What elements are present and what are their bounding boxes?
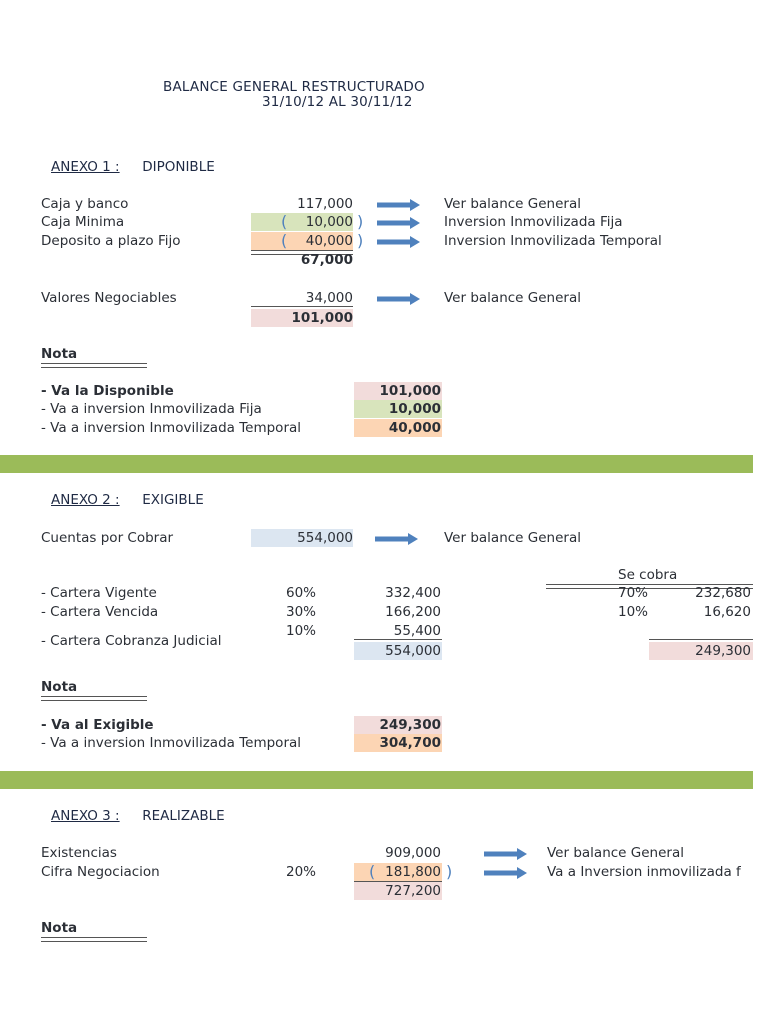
section-divider-band [0,455,753,473]
anexo1-row2-value: 10,000 [305,214,353,230]
anexo1-label: ANEXO 1 : [51,159,120,175]
anexo1-note2-label: - Va a inversion Inmovilizada Fija [41,401,262,417]
paren-open-icon: ( [281,231,288,250]
anexo1-row3-ref: Inversion Inmovilizada Temporal [444,233,662,249]
anexo1-header [51,158,215,176]
anexo2-cartera2-cobra-value: 16,620 [703,604,751,620]
arrow-right-icon [377,217,421,229]
anexo1-row2-label: Caja Minima [41,214,125,230]
anexo3-row2-label: Cifra Negociacion [41,864,160,880]
anexo2-cartera-total: 554,000 [385,643,441,659]
anexo3-row2-pct: 20% [286,864,317,880]
anexo3-row1-ref: Ver balance General [547,845,684,861]
anexo2-se-cobra-heading: Se cobra [618,567,678,583]
anexo1-note3-value: 40,000 [388,420,441,436]
anexo1-valores-ref: Ver balance General [444,290,581,306]
anexo2-note2-value: 304,700 [379,735,441,751]
anexo1-note1-label: - Va la Disponible [41,383,174,399]
arrow-right-icon [484,867,528,879]
anexo2-note1-label: - Va al Exigible [41,717,154,733]
anexo1-row3-value: 40,000 [305,233,353,249]
anexo1-valores-value: 34,000 [305,290,353,306]
anexo3-label: ANEXO 3 : [51,808,120,824]
arrow-right-icon [377,199,421,211]
double-underline [41,937,147,942]
anexo2-cartera1-value: 332,400 [385,585,441,601]
anexo1-subtotal: 67,000 [300,252,353,268]
paren-close-icon: ) [446,862,453,881]
anexo1-row3-label: Deposito a plazo Fijo [41,233,181,249]
anexo1-name: DIPONIBLE [142,159,215,175]
anexo2-header [51,491,204,509]
anexo2-cartera2-cobra-pct: 10% [618,604,649,620]
anexo2-label: ANEXO 2 : [51,492,120,508]
paren-open-icon: ( [369,862,376,881]
anexo3-nota-heading: Nota [41,920,78,936]
double-underline [41,696,147,701]
anexo2-cartera1-cobra-pct: 70% [618,585,649,601]
anexo2-cartera2-value: 166,200 [385,604,441,620]
anexo1-total: 101,000 [291,310,353,326]
anexo2-cartera2-pct: 30% [286,604,317,620]
anexo1-row1-value: 117,000 [297,196,353,212]
page-title: BALANCE GENERAL RESTRUCTURADO [163,79,425,95]
anexo2-note2-label: - Va a inversion Inmovilizada Temporal [41,735,302,751]
anexo1-note1-value: 101,000 [379,383,441,399]
anexo3-row2-ref: Va a Inversion inmovilizada f [547,864,741,880]
anexo2-nota-heading: Nota [41,679,78,695]
paren-close-icon: ) [357,212,364,231]
anexo3-row2-value: 181,800 [385,864,441,880]
paren-open-icon: ( [281,212,288,231]
anexo3-name: REALIZABLE [142,808,225,824]
anexo1-nota-heading: Nota [41,346,78,362]
arrow-right-icon [484,848,528,860]
anexo3-total: 727,200 [385,883,441,899]
anexo2-cartera2-label: - Cartera Vencida [41,604,159,620]
double-underline [41,363,147,368]
anexo2-note1-value: 249,300 [379,717,441,733]
anexo2-cobra-total: 249,300 [695,643,751,659]
anexo2-cartera1-label: - Cartera Vigente [41,585,157,601]
anexo2-name: EXIGIBLE [142,492,204,508]
anexo2-cartera3-label: - Cartera Cobranza Judicial [41,633,222,649]
anexo1-row1-ref: Ver balance General [444,196,581,212]
anexo2-cartera3-value: 55,400 [393,623,441,639]
anexo1-valores-label: Valores Negociables [41,290,177,306]
arrow-right-icon [375,533,419,545]
page-subtitle-dates: 31/10/12 AL 30/11/12 [262,94,413,110]
anexo1-row2-ref: Inversion Inmovilizada Fija [444,214,623,230]
anexo2-cartera1-pct: 60% [286,585,317,601]
anexo2-cuentas-ref: Ver balance General [444,530,581,546]
anexo1-note2-value: 10,000 [388,401,441,417]
arrow-right-icon [377,293,421,305]
anexo1-row1-label: Caja y banco [41,196,129,212]
paren-close-icon: ) [357,231,364,250]
section-divider-band [0,771,753,789]
anexo2-cartera3-pct: 10% [286,623,317,639]
anexo2-cuentas-label: Cuentas por Cobrar [41,530,174,546]
anexo1-note3-label: - Va a inversion Inmovilizada Temporal [41,420,302,436]
anexo2-cartera1-cobra-value: 232,680 [695,585,751,601]
arrow-right-icon [377,236,421,248]
anexo3-row1-label: Existencias [41,845,117,861]
anexo3-header [51,807,225,825]
anexo3-row1-value: 909,000 [385,845,441,861]
anexo2-cuentas-value: 554,000 [297,530,353,546]
